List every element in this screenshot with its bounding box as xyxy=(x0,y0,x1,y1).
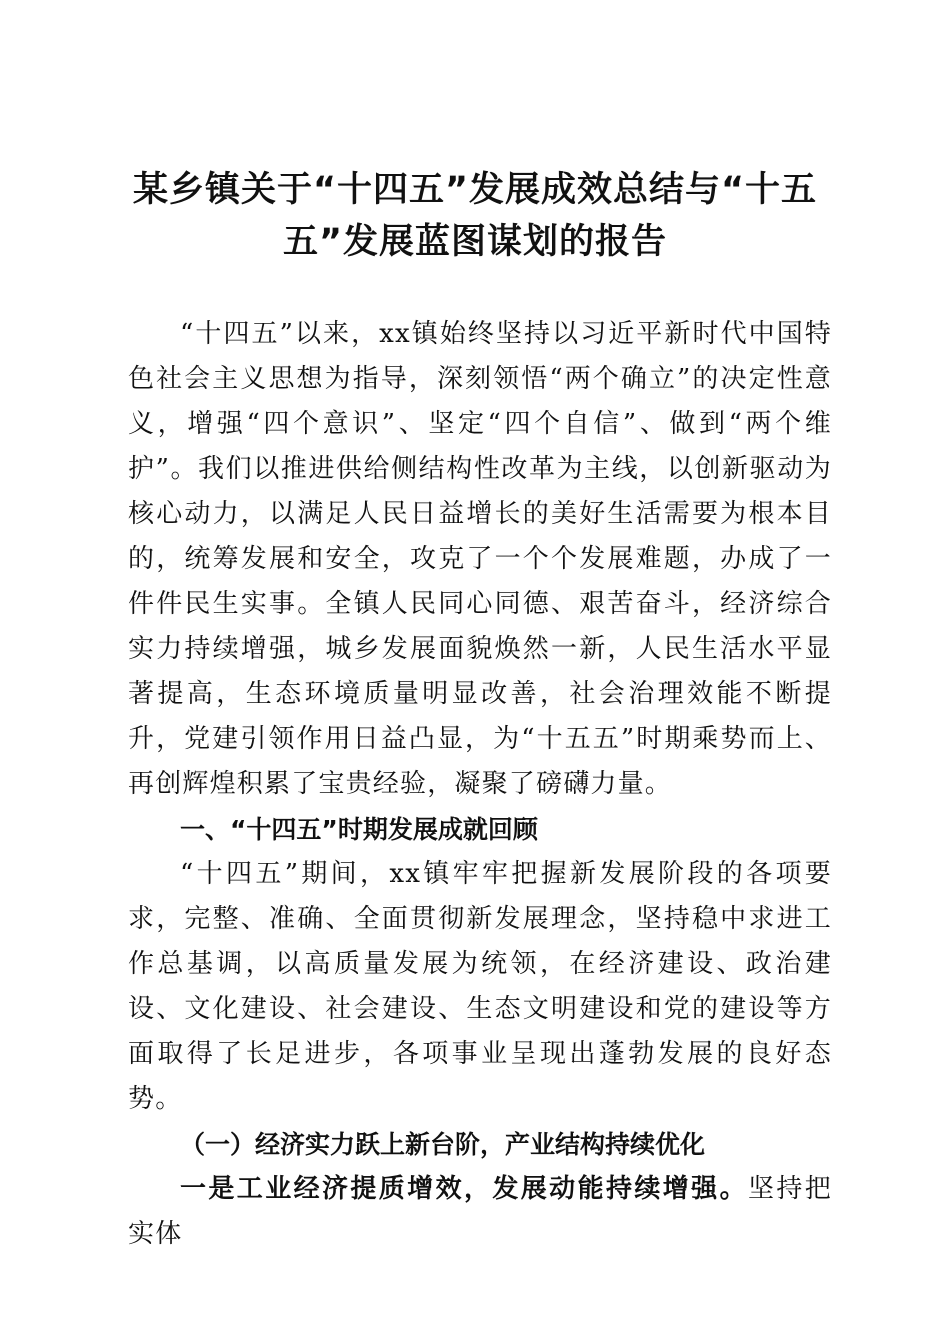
point-paragraph xyxy=(128,1167,832,1257)
point-lead: 一是工业经济提质增效，发展动能持续增强。 xyxy=(180,1174,748,1204)
subsection-heading: （一）经济实力跃上新台阶，产业结构持续优化 xyxy=(180,1130,706,1159)
section-heading: 一、“十四五”时期发展成就回顾 xyxy=(180,815,538,844)
document-body xyxy=(128,312,832,1257)
intro-paragraph: “十四五”以来，xx镇始终坚持以习近平新时代中国特色社会主义思想为指导，深刻领悟“两个确立”的决定性意义，增强“四个意识”、坚定“四个自信”、做到“两个维护”。我们以推进供给侧结构性改革为主线，以创新驱动为核心动力，以满足人民日益增长的美好生活需要为根本目的，统筹发展和安全，攻克了一个个发展难题，办成了一件件民生实事。全镇人民同心同德、艰苦奋斗，经济综合实力持续增强，城乡发展面貌焕然一新，人民生活水平显著提高，生态环境质量明显改善，社会治理效能不断提升，党建引领作用日益凸显，为“十五五”时期乘势而上、再创辉煌积累了宝贵经验，凝聚了磅礴力量。 xyxy=(128,319,832,799)
title-line-1: 某乡镇关于“十四五”发展成效总结与“十五 xyxy=(132,170,817,210)
section-paragraph: “十四五”期间，xx镇牢牢把握新发展阶段的各项要求，完整、准确、全面贯彻新发展理念，坚持稳中求进工作总基调，以高质量发展为统领，在经济建设、政治建设、文化建设、社会建设、生态文明建设和党的建设等方面取得了长足进步，各项事业呈现出蓬勃发展的良好态势。 xyxy=(128,859,832,1114)
title-line-2: 五”发展蓝图谋划的报告 xyxy=(282,222,667,262)
document-title xyxy=(100,164,850,268)
point-text: 坚持把实体 xyxy=(128,1174,832,1249)
